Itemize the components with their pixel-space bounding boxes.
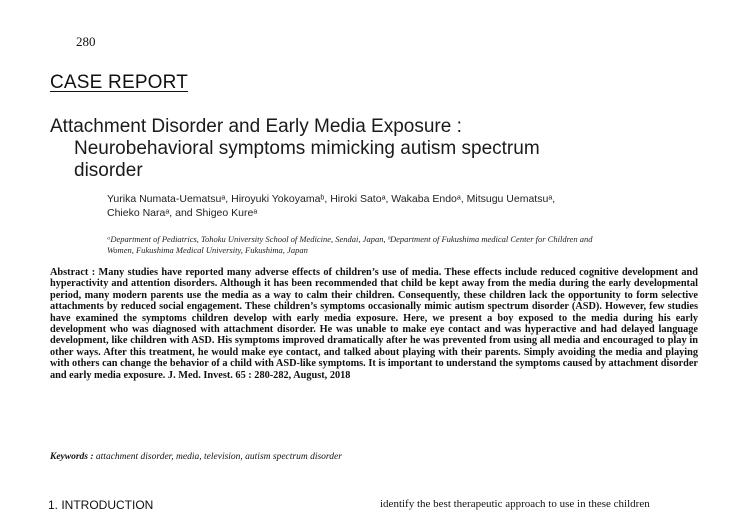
authors-line-1: Yurika Numata-Uematsuᵃ, Hiroyuki Yokoyamaᵇ, Hiroki Satoᵃ, Wakaba Endoᵃ, Mitsugu Uematsuᵃ, <box>107 193 556 205</box>
section-label: CASE REPORT <box>50 72 189 93</box>
page-number: 280 <box>76 34 96 49</box>
affiliation-line-2: Women, Fukushima Medical University, Fukushima, Japan <box>107 245 308 255</box>
keywords-label: Keywords : <box>50 452 94 462</box>
column-2-text: identify the best therapeutic approach to use in these children <box>380 498 650 510</box>
keywords-text: attachment disorder, media, television, autism spectrum disorder <box>95 452 342 462</box>
abstract: Abstract : Many studies have reported many adverse effects of children’s use of media. These effects include reduced cognitive development and hyperactivity and attention disorders. Although it has been recommended that child be kept away from the media during the early developmental period, many modern parents use the media as a way to calm their children. Consequently, these children lack the opportunity to form selective attachments by reduced social engagement. These children’s symptoms occasionally mimic autism spectrum disorder (ASD). However, few studies have examined the symptoms children develop with early media exposure. Here, we present a boy exposed to the media during his early development who was diagnosed with attachment disorder. He was unable to make eye contact and was hyperactive and had delayed language development, like children with ASD. His symptoms improved dramatically after he was prevented from using all media and encouraged to play in other ways. After this treatment, he would make eye contact, and talked about playing with their parents. Simply avoiding the media and playing with others can change the behavior of a child with ASD-like symptoms. It is important to understand the symptoms caused by attachment disorder and early media exposure. J. Med. Invest. 65 : 280-282, August, 2018 <box>50 267 698 381</box>
author-list <box>107 192 627 220</box>
authors-line-2: Chieko Naraᵃ, and Shigeo Kureᵃ <box>107 207 258 219</box>
title-line-3: disorder <box>74 160 143 181</box>
title-line-1: Attachment Disorder and Early Media Exposure : <box>50 116 462 137</box>
article-title <box>50 116 710 182</box>
title-line-2: Neurobehavioral symptoms mimicking autism spectrum <box>74 138 540 159</box>
introduction-heading: 1. INTRODUCTION <box>48 498 154 512</box>
keywords <box>50 452 698 462</box>
affiliation-line-1: ᵃDepartment of Pediatrics, Tohoku University School of Medicine, Sendai, Japan, ᵇDepartment of Fukushima medical Center for Children and <box>107 234 593 244</box>
affiliations <box>107 234 707 256</box>
